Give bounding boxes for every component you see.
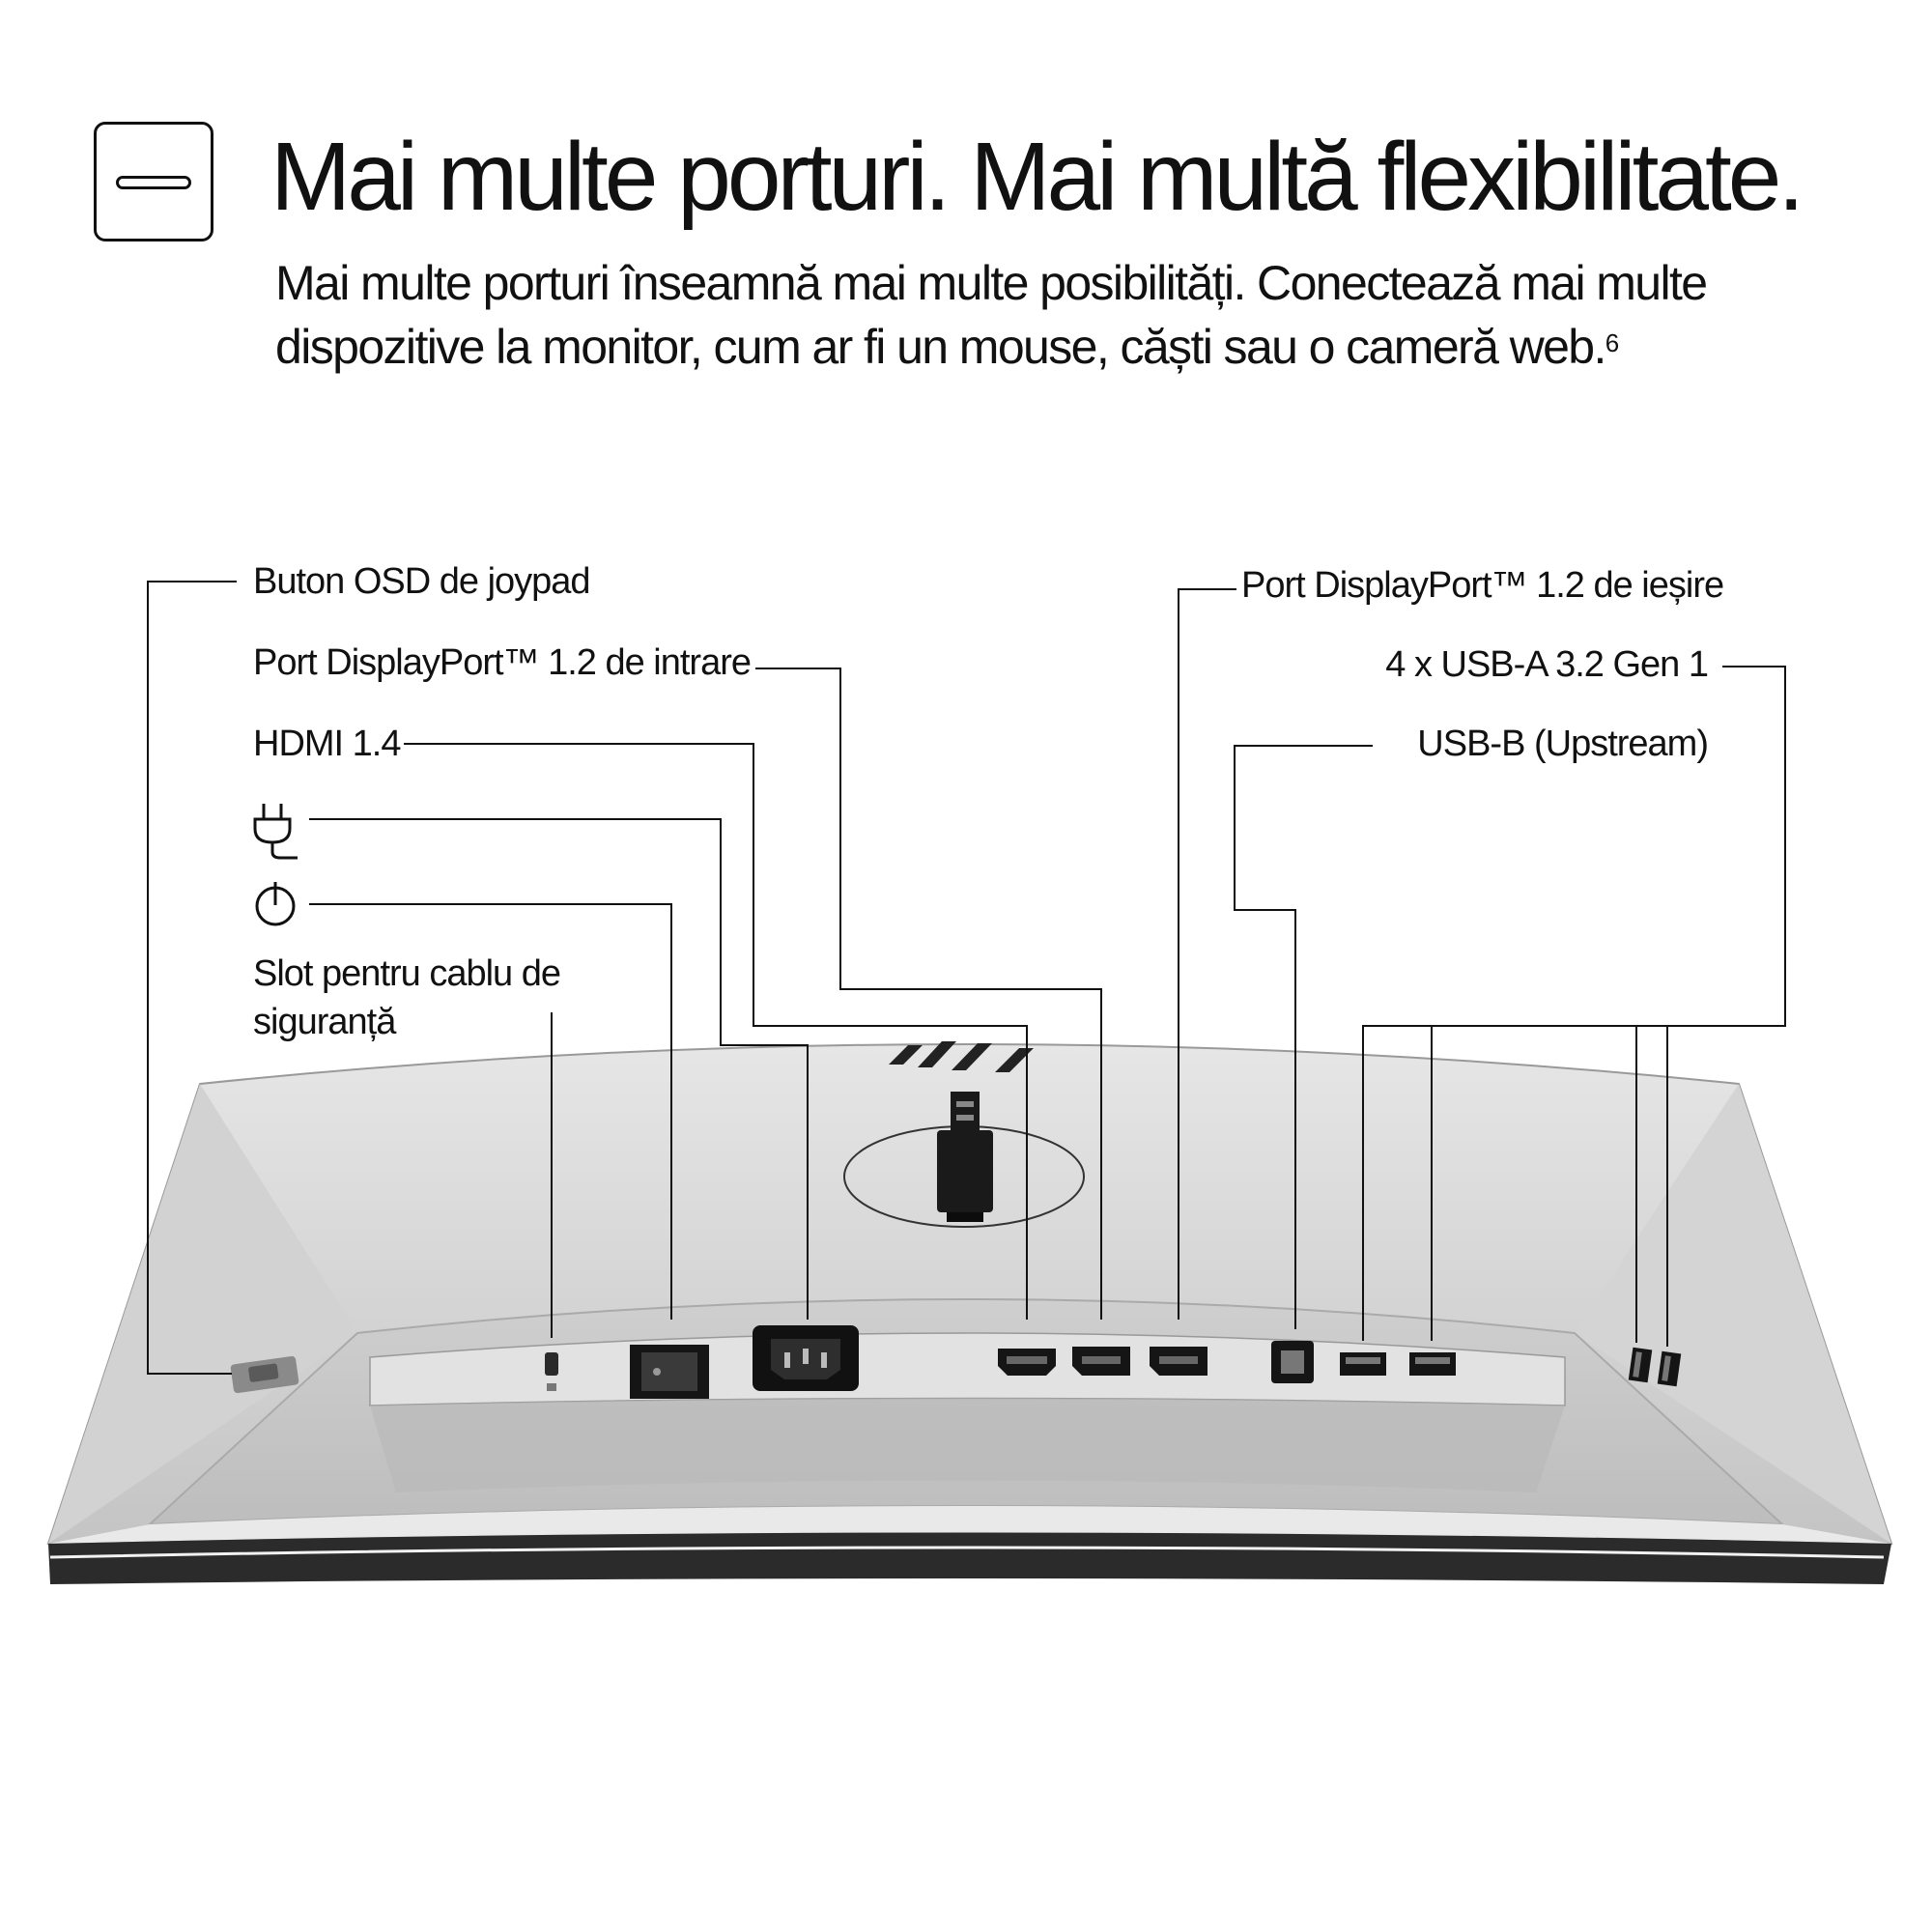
label-usb-a: 4 x USB-A 3.2 Gen 1	[1385, 644, 1708, 685]
usb-a-port-2	[1409, 1352, 1456, 1376]
hdmi-port	[998, 1349, 1056, 1376]
power-button-icon	[257, 882, 294, 924]
label-displayport-in: Port DisplayPort™ 1.2 de intrare	[253, 642, 752, 683]
subtitle-text: Mai multe porturi înseamnă mai multe posibilități. Conectează mai multe dispozitive la monitor, cum ar fi un mouse, căști sau o cameră web.	[275, 256, 1707, 374]
label-displayport-out: Port DisplayPort™ 1.2 de ieșire	[1241, 565, 1724, 606]
footnote-marker: 6	[1605, 328, 1618, 357]
power-connector	[753, 1325, 859, 1391]
security-slot	[545, 1352, 558, 1391]
displayport-in-port	[1072, 1347, 1130, 1376]
power-plug-icon	[255, 804, 298, 858]
page-title: Mai multe porturi. Mai multă flexibilitate.	[270, 123, 1802, 231]
label-security-slot: Slot pentru cablu de siguranță	[253, 953, 561, 1042]
displayport-out-port	[1150, 1347, 1208, 1376]
label-usb-b-upstream: USB-B (Upstream)	[1417, 724, 1708, 764]
power-switch	[630, 1345, 709, 1399]
usb-a-port-1	[1340, 1352, 1386, 1376]
usb-b-port	[1271, 1341, 1314, 1383]
label-joypad-osd-button: Buton OSD de joypad	[253, 561, 590, 602]
label-hdmi: HDMI 1.4	[253, 724, 401, 764]
